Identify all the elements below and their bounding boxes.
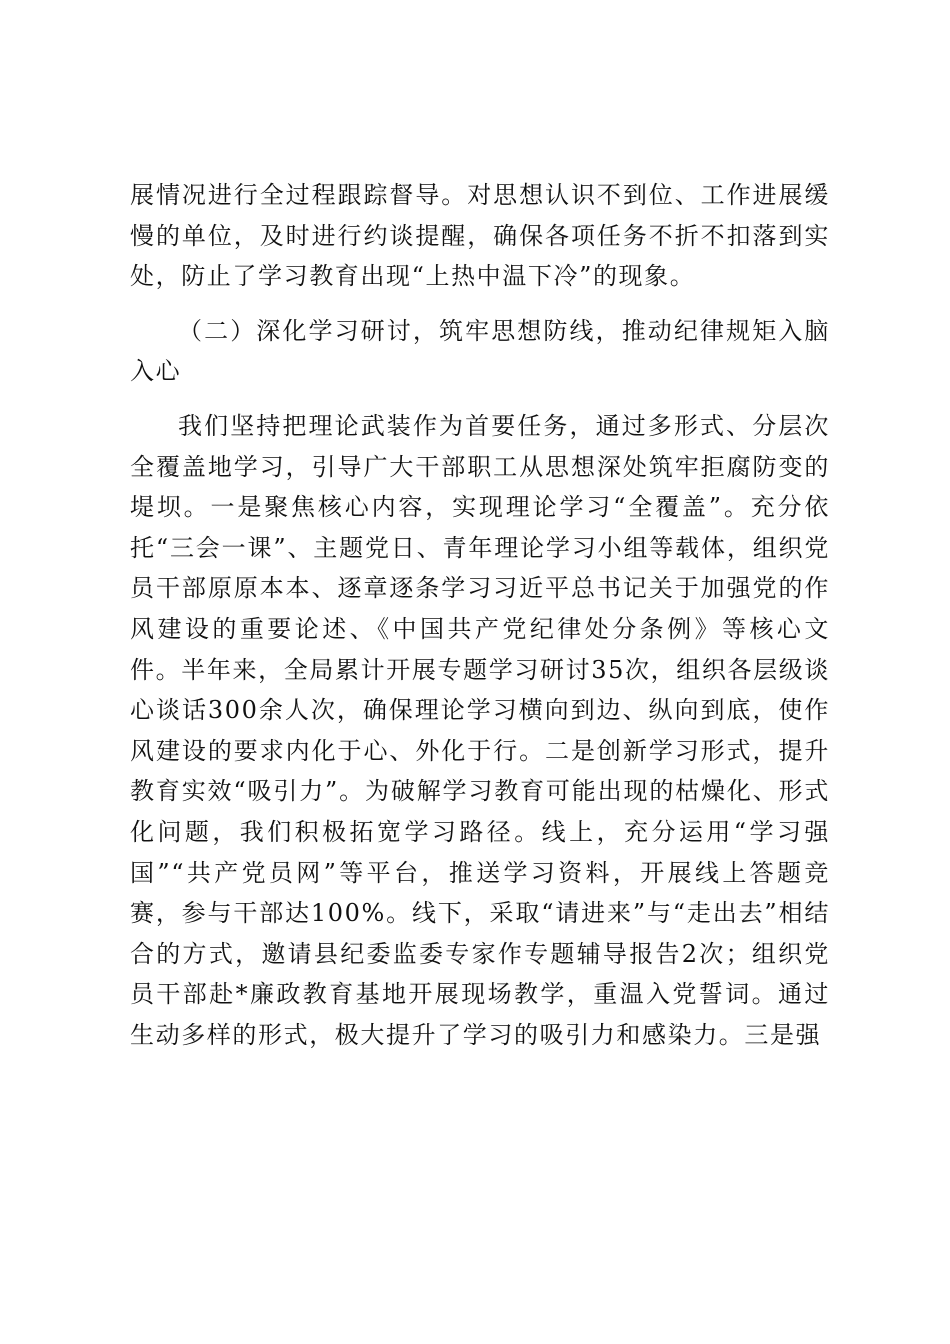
paragraph-body: 我们坚持把理论武装作为首要任务，通过多形式、分层次全覆盖地学习，引导广大干部职工从思想深处筑牢拒腐防变的堤坝。一是聚焦核心内容，实现理论学习“全覆盖”。充分依托“三会一课”、主题党日、青年理论学习小组等载体，组织党员干部原原本本、逐章逐条学习习近平总书记关于加强党的作风建设的重要论述、《中国共产党纪律处分条例》等核心文件。半年来，全局累计开展专题学习研讨35次，组织各层级谈心谈话300余人次，确保理论学习横向到边、纵向到底，使作风建设的要求内化于心、外化于行。二是创新学习形式，提升教育实效“吸引力”。为破解学习教育可能出现的枯燥化、形式化问题，我们积极拓宽学习路径。线上，充分运用“学习强国”“共产党员网”等平台，推送学习资料，开展线上答题竞赛，参与干部达100%。线下，采取“请进来”与“走出去”相结合的方式，邀请县纪委监委专家作专题辅导报告2次；组织党员干部赴*廉政教育基地开展现场教学，重温入党誓词。通过生动多样的形式，极大提升了学习的吸引力和感染力。三是强 [130,411,830,1049]
section-heading: （二）深化学习研讨，筑牢思想防线，推动纪律规矩入脑入心 [130,316,830,386]
document-body [130,175,830,1055]
paragraph-continued: 展情况进行全过程跟踪督导。对思想认识不到位、工作进展缓慢的单位，及时进行约谈提醒，确保各项任务不折不扣落到实处，防止了学习教育出现“上热中温下冷”的现象。 [130,181,830,291]
